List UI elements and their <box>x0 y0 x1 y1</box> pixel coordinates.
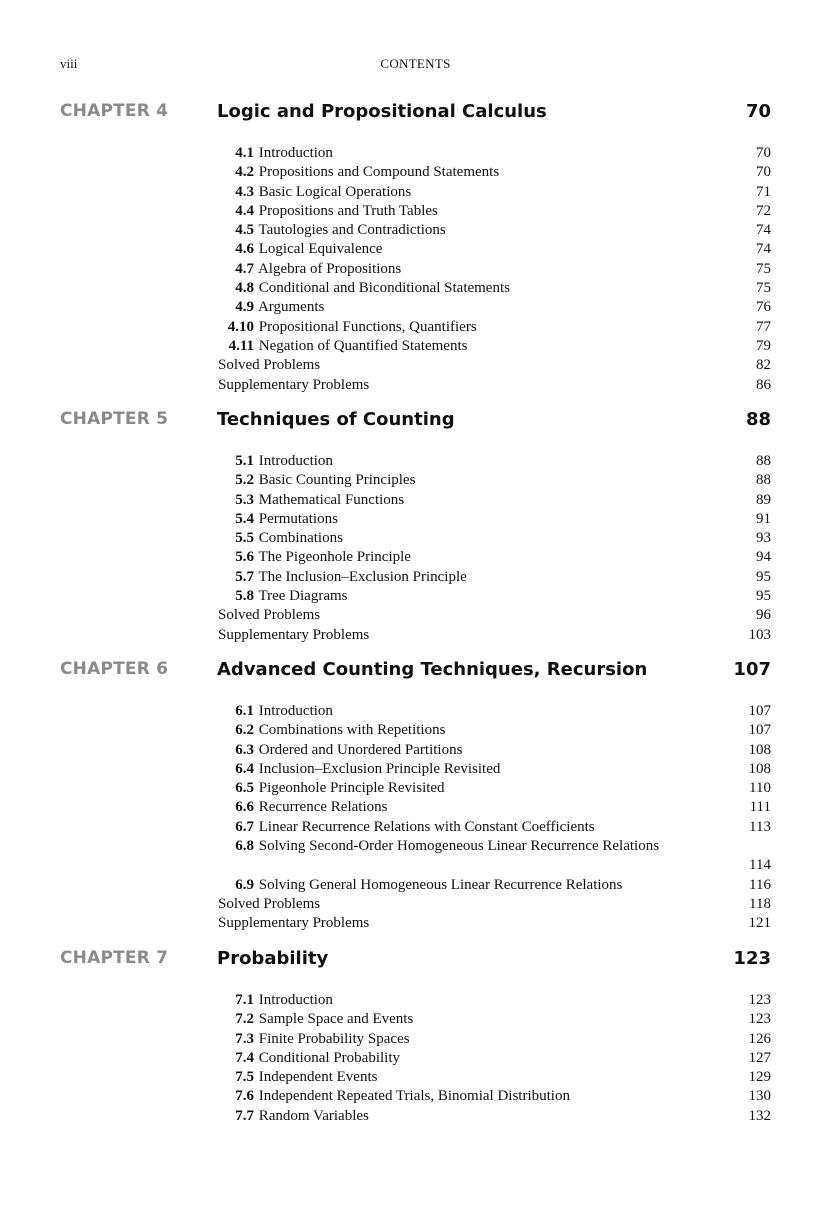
section-title: Independent Events <box>258 1069 378 1086</box>
chapter-label: CHAPTER 6 <box>60 659 169 679</box>
section-number: 7.5 <box>235 1069 254 1086</box>
solved-problems-entry[interactable] <box>218 356 771 375</box>
section-page-number: 79 <box>756 337 771 354</box>
section-page-number: 116 <box>749 876 771 893</box>
section-title: Pigeonhole Principle Revisited <box>258 780 445 797</box>
section-number: 6.9 <box>235 876 254 893</box>
section-list <box>218 991 771 1126</box>
section-title: Tautologies and Contradictions <box>258 222 446 239</box>
section-page-number: 91 <box>756 510 771 527</box>
chapter-title[interactable]: Techniques of Counting <box>217 409 455 430</box>
section-title: Introduction <box>258 453 333 469</box>
section-number: 7.2 <box>235 1011 254 1028</box>
section-number: 7.4 <box>235 1049 254 1066</box>
toc-section-entry[interactable] <box>218 818 771 837</box>
section-title: Propositional Functions, Quantifiers <box>258 318 477 335</box>
extra-page-number: 118 <box>749 895 771 912</box>
section-number: 5.4 <box>235 510 254 527</box>
section-page-number: 93 <box>756 530 771 547</box>
section-list <box>218 144 771 395</box>
section-page-number: 132 <box>748 1107 771 1124</box>
section-page-number: 95 <box>756 568 771 585</box>
section-title: Linear Recurrence Relations with Constant Coefficients <box>258 818 595 835</box>
section-page-number: 107 <box>748 722 771 739</box>
section-title: Independent Repeated Trials, Binomial Distribution <box>258 1088 570 1105</box>
section-number: 4.1 <box>235 145 254 161</box>
section-title: Mathematical Functions <box>258 491 405 508</box>
section-page-number: 111 <box>749 799 771 816</box>
section-title: Tree Diagrams <box>258 588 348 605</box>
section-page-number: 110 <box>749 780 771 797</box>
section-title: Ordered and Unordered Partitions <box>258 741 463 758</box>
chapter-heading <box>60 409 771 435</box>
section-number: 6.2 <box>235 722 254 739</box>
section-page-number: 129 <box>748 1069 771 1086</box>
section-number: 5.3 <box>235 491 254 508</box>
section-number: 6.7 <box>235 818 254 835</box>
section-title: Algebra of Propositions <box>257 260 402 277</box>
toc-section-entry[interactable] <box>218 1049 771 1068</box>
section-title: Logical Equivalence <box>258 241 383 258</box>
section-page-number: 130 <box>748 1088 771 1105</box>
section-page-number: 89 <box>756 491 771 508</box>
section-number: 7.3 <box>235 1030 254 1047</box>
section-number: 6.8 <box>235 838 254 855</box>
section-page-number: 74 <box>756 241 771 258</box>
toc-section-entry[interactable] <box>218 163 771 182</box>
section-title: Recurrence Relations <box>258 799 388 816</box>
section-title: The Inclusion–Exclusion Principle <box>258 568 467 585</box>
chapter-label: CHAPTER 7 <box>60 948 169 968</box>
section-number: 5.8 <box>235 588 254 605</box>
section-page-number: 108 <box>748 741 771 758</box>
section-number: 4.2 <box>235 164 254 181</box>
supplementary-problems-entry[interactable] <box>218 376 771 395</box>
section-title: Permutations <box>258 510 338 527</box>
section-page-number: 74 <box>756 222 771 239</box>
toc-section-entry[interactable] <box>218 529 771 548</box>
toc-section-entry[interactable] <box>218 1107 771 1126</box>
toc-section-entry[interactable] <box>218 1030 771 1049</box>
toc-section-entry[interactable] <box>218 183 771 202</box>
extra-page-number: 82 <box>756 357 771 374</box>
section-page-number: 123 <box>748 992 771 1008</box>
section-title: Basic Counting Principles <box>258 472 416 489</box>
section-title: Propositions and Compound Statements <box>258 164 500 181</box>
page-number: viii <box>60 56 78 71</box>
extra-title: Supplementary Problems <box>218 626 370 643</box>
section-title: Negation of Quantified Statements <box>258 337 468 354</box>
section-number: 4.3 <box>235 183 254 200</box>
section-page-number: 113 <box>749 818 771 835</box>
section-title: Finite Probability Spaces <box>258 1030 410 1047</box>
section-number: 7.6 <box>235 1088 254 1105</box>
chapter-heading <box>60 659 771 685</box>
solved-problems-entry[interactable] <box>218 895 771 914</box>
section-number: 6.4 <box>235 760 254 777</box>
section-page-number: 71 <box>756 183 771 200</box>
extra-title: Supplementary Problems <box>218 915 370 932</box>
toc-section-entry[interactable] <box>218 760 771 779</box>
toc-section-entry[interactable] <box>218 221 771 240</box>
chapter-label: CHAPTER 4 <box>60 101 169 121</box>
toc-section-entry[interactable] <box>218 548 771 567</box>
toc-section-entry[interactable] <box>218 991 771 1010</box>
supplementary-problems-entry[interactable] <box>218 914 771 933</box>
section-number: 4.6 <box>235 241 254 258</box>
chapter-page-number: 70 <box>745 101 771 122</box>
extra-page-number: 103 <box>748 626 771 643</box>
toc-section-entry[interactable] <box>218 240 771 259</box>
section-page-number: 88 <box>756 453 771 469</box>
section-page-number: 75 <box>756 260 771 277</box>
toc-section-entry[interactable] <box>218 298 771 317</box>
chapter-label: CHAPTER 5 <box>60 409 169 429</box>
section-page-number: 108 <box>748 760 771 777</box>
section-page-number: 72 <box>756 202 771 219</box>
toc-section-entry[interactable] <box>218 491 771 510</box>
section-title: Conditional Probability <box>258 1049 400 1066</box>
section-title: Introduction <box>258 145 333 161</box>
toc-section-entry[interactable] <box>218 1087 771 1106</box>
section-title: Solving General Homogeneous Linear Recurrence Relations <box>258 876 623 893</box>
section-number: 7.7 <box>235 1107 254 1124</box>
toc-section-entry[interactable] <box>218 568 771 587</box>
section-number: 4.4 <box>235 202 254 219</box>
toc-section-entry[interactable] <box>218 741 771 760</box>
toc-section-entry[interactable] <box>218 337 771 356</box>
toc-section-entry[interactable] <box>218 144 771 163</box>
section-page-number: 76 <box>756 299 771 316</box>
section-page-number: 126 <box>748 1030 771 1047</box>
section-number: 6.5 <box>235 780 254 797</box>
section-number: 5.7 <box>235 568 254 585</box>
section-page-number: 95 <box>756 588 771 605</box>
section-page-number: 123 <box>748 1011 771 1028</box>
chapter-title[interactable]: Logic and Propositional Calculus <box>217 101 547 122</box>
extra-title: Supplementary Problems <box>218 376 370 393</box>
toc-section-entry[interactable] <box>218 876 771 895</box>
running-head: CONTENTS <box>380 56 451 71</box>
section-title: Random Variables <box>258 1107 369 1124</box>
extra-title: Solved Problems <box>218 357 321 374</box>
section-title: Sample Space and Events <box>258 1011 414 1028</box>
toc-section-entry[interactable] <box>218 721 771 740</box>
section-number: 4.7 <box>235 260 254 277</box>
section-number: 4.11 <box>228 337 254 354</box>
chapter-block <box>60 409 771 645</box>
section-title: Arguments <box>257 299 325 316</box>
section-number: 4.8 <box>235 280 254 297</box>
section-list <box>218 452 771 645</box>
section-number: 6.3 <box>235 741 254 758</box>
section-number: 7.1 <box>235 992 254 1008</box>
section-title: Conditional and Biconditional Statements <box>258 280 510 297</box>
section-number: 6.6 <box>235 799 254 816</box>
chapter-block <box>60 101 771 395</box>
toc-section-entry[interactable] <box>218 1068 771 1087</box>
section-page-number: 88 <box>756 472 771 489</box>
section-number: 5.5 <box>235 530 254 547</box>
section-title: Propositions and Truth Tables <box>258 202 438 219</box>
section-page-number: 77 <box>756 318 771 335</box>
page-header <box>60 56 771 74</box>
section-title: Combinations with Repetitions <box>258 722 446 739</box>
section-page-number: 70 <box>756 145 771 161</box>
section-number: 4.9 <box>235 299 254 316</box>
section-number: 5.1 <box>235 453 254 469</box>
section-number: 5.2 <box>235 472 254 489</box>
section-title: The Pigeonhole Principle <box>258 549 411 566</box>
section-title: Basic Logical Operations <box>258 183 412 200</box>
section-title: Introduction <box>258 703 333 719</box>
extra-title: Solved Problems <box>218 607 321 624</box>
toc-section-entry[interactable] <box>218 202 771 221</box>
toc-section-entry[interactable] <box>218 279 771 298</box>
chapter-title[interactable]: Advanced Counting Techniques, Recursion <box>217 659 648 680</box>
section-page-number: 75 <box>756 280 771 297</box>
section-number: 5.6 <box>235 549 254 566</box>
section-number: 4.10 <box>227 318 254 335</box>
toc-section-entry[interactable] <box>218 260 771 279</box>
chapter-heading <box>60 948 771 974</box>
chapter-title[interactable]: Probability <box>217 948 329 969</box>
toc-section-entry[interactable] <box>218 471 771 490</box>
toc-section-entry[interactable] <box>218 1010 771 1029</box>
section-page-number: 114 <box>749 857 771 874</box>
extra-page-number: 121 <box>748 915 771 932</box>
section-list <box>218 702 771 934</box>
section-title: Solving Second-Order Homogeneous Linear Recurrence Relations <box>258 838 660 855</box>
toc-section-entry[interactable] <box>218 587 771 606</box>
extra-title: Solved Problems <box>218 895 321 912</box>
toc-section-entry[interactable] <box>218 452 771 471</box>
section-number: 4.5 <box>235 222 254 239</box>
toc-section-entry[interactable] <box>218 318 771 337</box>
toc-section-entry[interactable] <box>218 702 771 721</box>
chapter-page-number: 107 <box>733 659 771 680</box>
section-number: 6.1 <box>235 703 254 719</box>
chapter-heading <box>60 101 771 127</box>
section-page-number: 70 <box>756 164 771 181</box>
toc-section-entry[interactable] <box>218 510 771 529</box>
supplementary-problems-entry[interactable] <box>218 626 771 645</box>
toc-section-entry[interactable] <box>218 837 771 876</box>
extra-page-number: 96 <box>756 607 771 624</box>
section-page-number: 127 <box>748 1049 771 1066</box>
chapter-page-number: 123 <box>733 948 771 969</box>
chapter-page-number: 88 <box>745 409 771 430</box>
chapter-block <box>60 948 771 1126</box>
toc-section-entry[interactable] <box>218 798 771 817</box>
section-title: Inclusion–Exclusion Principle Revisited <box>258 760 501 777</box>
chapter-block <box>60 659 771 934</box>
extra-page-number: 86 <box>756 376 771 393</box>
section-page-number: 107 <box>748 703 771 719</box>
solved-problems-entry[interactable] <box>218 606 771 625</box>
section-page-number: 94 <box>756 549 771 566</box>
section-title: Introduction <box>258 992 333 1008</box>
section-title: Combinations <box>258 530 343 547</box>
toc-section-entry[interactable] <box>218 779 771 798</box>
